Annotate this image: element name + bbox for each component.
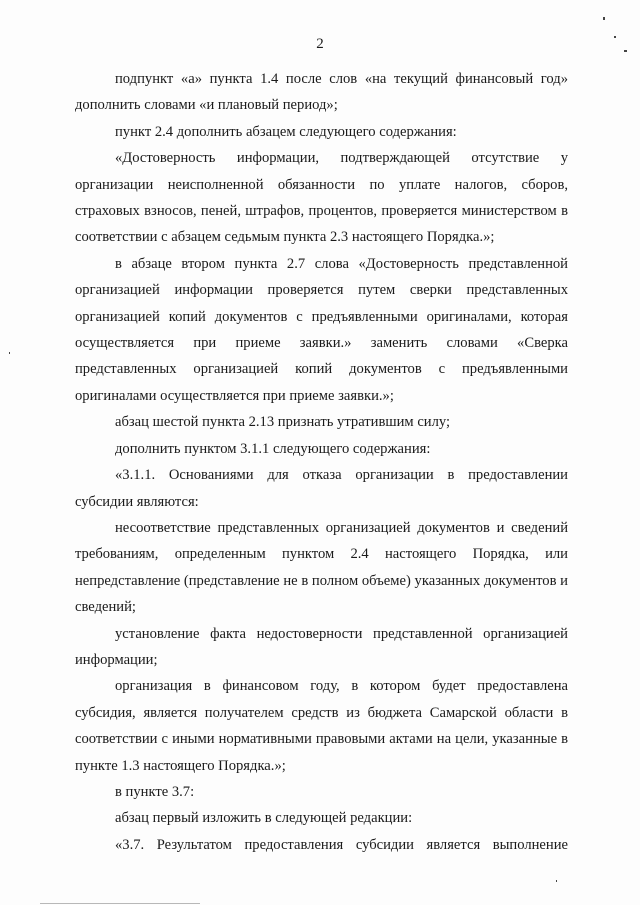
paragraph: в абзаце втором пункта 2.7 слова «Достоверность представленной организацией информации проверяется путем сверки представленных организацией копий документов с предъявленными оригиналами, которая осуществляется при приеме заявки.» заменить словами «Сверка представленных организацией копий документов с предъявленными оригиналами осуществляется при приеме заявки.»;	[75, 255, 568, 404]
paragraph: абзац шестой пункта 2.13 признать утратившим силу;	[115, 414, 451, 431]
document-body	[75, 66, 568, 858]
paragraph: организация в финансовом году, в котором будет предоставлена субсидия, является получателем средств из бюджета Самарской области в соответствии с иными нормативными правовыми актами на цели, указанные в пункте 1.3 настоящего Порядка.»;	[75, 678, 568, 774]
paragraph: «3.1.1. Основаниями для отказа организации в предоставлении субсидии являются:	[75, 467, 568, 510]
page-number: 2	[316, 36, 324, 52]
scan-speck	[556, 880, 557, 882]
paragraph: «Достоверность информации, подтверждающей отсутствие у организации неисполненной обязанности по уплате налогов, сборов, страховых взносов, пеней, штрафов, процентов, проверяется министерством в соответствии с абзацем седьмым пункта 2.3 настоящего Порядка.»;	[75, 150, 568, 246]
paragraph: подпункт «а» пункта 1.4 после слов «на текущий финансовый год» дополнить словами «и плановый период»;	[75, 71, 568, 114]
paragraph: пункт 2.4 дополнить абзацем следующего содержания:	[115, 123, 457, 140]
paragraph: абзац первый изложить в следующей редакции:	[115, 810, 413, 827]
scan-speck	[624, 50, 627, 52]
scan-speck	[9, 352, 10, 354]
paragraph: в пункте 3.7:	[115, 783, 195, 800]
scan-speck	[40, 903, 200, 904]
paragraph: несоответствие представленных организацией документов и сведений требованиям, определенным пунктом 2.4 настоящего Порядка, или непредставление (представление не в полном объеме) указанных документов и сведений;	[75, 519, 568, 616]
scan-speck	[614, 36, 616, 38]
paragraph: «3.7. Результатом предоставления субсидии является выполнение	[115, 836, 568, 853]
paragraph: дополнить пунктом 3.1.1 следующего содержания:	[115, 440, 431, 457]
paragraph: установление факта недостоверности представленной организацией информации;	[75, 625, 568, 668]
scan-speck	[603, 17, 605, 20]
